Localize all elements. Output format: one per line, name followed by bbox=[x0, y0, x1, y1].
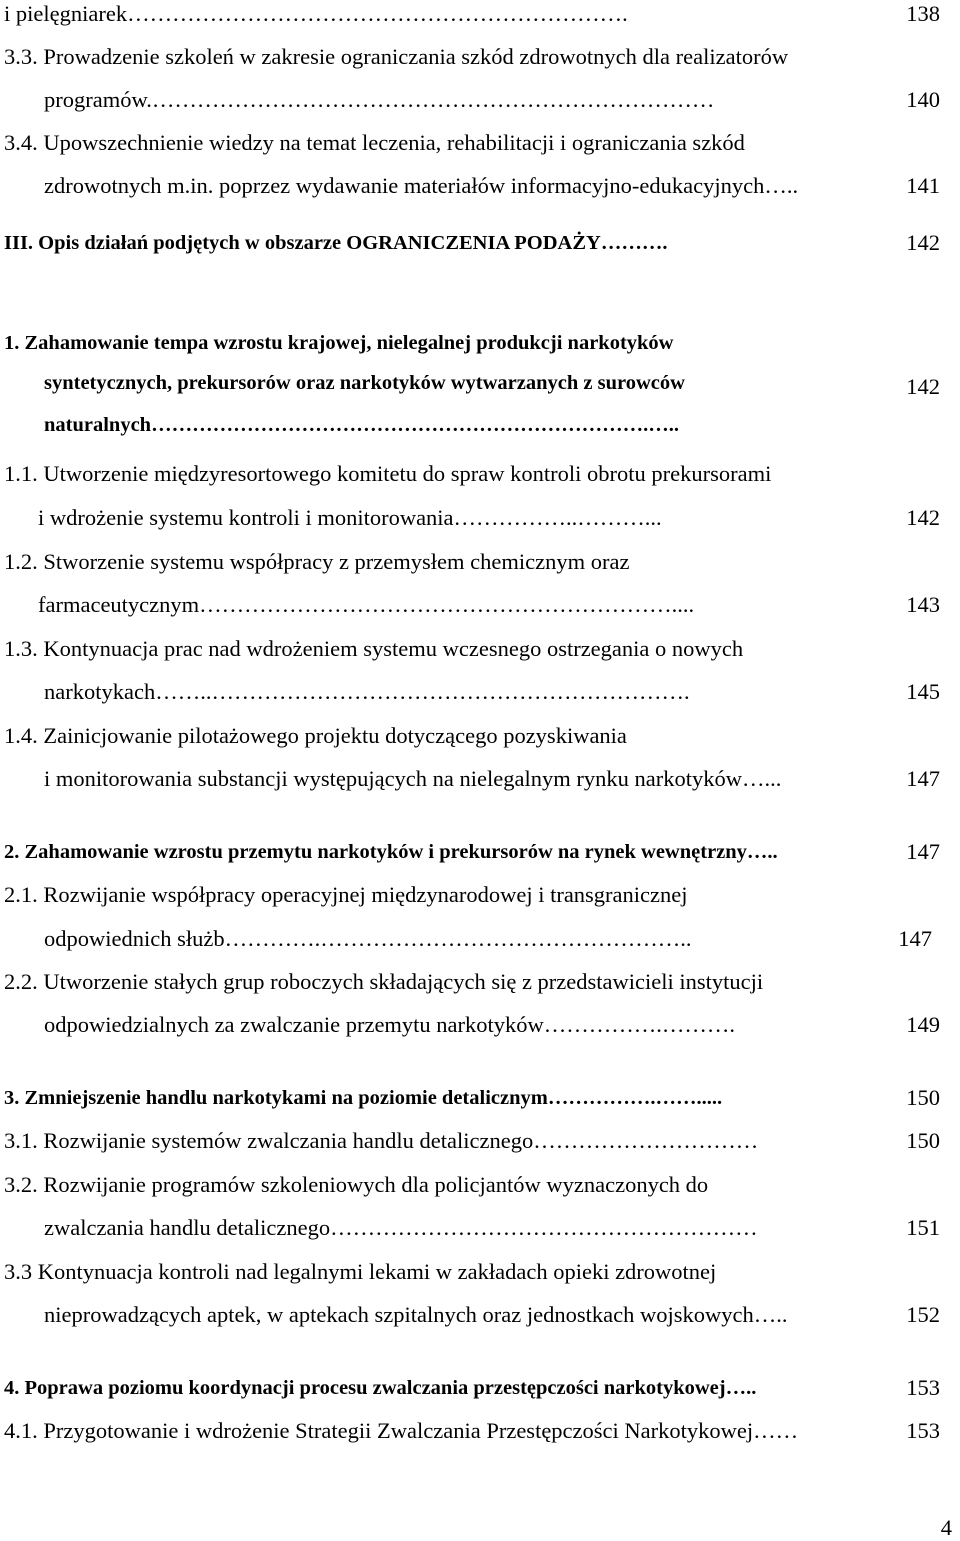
toc-line: odpowiedzialnych za zwalczanie przemytu narkotyków…………….………. bbox=[44, 1012, 736, 1037]
toc-line: 2. Zahamowanie wzrostu przemytu narkotyków i prekursorów na rynek wewnętrzny….. bbox=[4, 841, 778, 863]
toc-page-number: 145 bbox=[906, 679, 940, 704]
toc-line: nieprowadzących aptek, w aptekach szpitalnych oraz jednostkach wojskowych….. bbox=[44, 1302, 788, 1327]
toc-line: 3.3 Kontynuacja kontroli nad legalnymi lekami w zakładach opieki zdrowotnej bbox=[4, 1259, 717, 1284]
toc-page-number: 143 bbox=[906, 592, 940, 617]
toc-line: 1.4. Zainicjowanie pilotażowego projektu dotyczącego pozyskiwania bbox=[4, 723, 627, 748]
document-page-number: 4 bbox=[940, 1515, 952, 1540]
toc-page-number: 147 bbox=[906, 839, 940, 864]
toc-line: 3.1. Rozwijanie systemów zwalczania handlu detalicznego………………………… bbox=[4, 1128, 759, 1153]
toc-line: 2.1. Rozwijanie współpracy operacyjnej międzynarodowej i transgranicznej bbox=[4, 882, 688, 907]
toc-line: 3.2. Rozwijanie programów szkoleniowych dla policjantów wyznaczonych do bbox=[4, 1172, 709, 1197]
toc-line: 1.3. Kontynuacja prac nad wdrożeniem systemu wczesnego ostrzegania o nowych bbox=[4, 636, 744, 661]
toc-page-number: 142 bbox=[906, 374, 940, 399]
toc-page-number: 142 bbox=[906, 230, 940, 255]
toc-line: 3.4. Upowszechnienie wiedzy na temat leczenia, rehabilitacji i ograniczania szkód bbox=[4, 130, 745, 155]
toc-line: naturalnych……………………………………………………………….….. bbox=[44, 414, 679, 436]
toc-line: 1.2. Stworzenie systemu współpracy z przemysłem chemicznym oraz bbox=[4, 549, 630, 574]
toc-line: odpowiednich służb………….………………………………………….. bbox=[44, 926, 692, 951]
toc-page-number: 151 bbox=[906, 1215, 940, 1240]
toc-section-heading: III. Opis działań podjętych w obszarze OGRANICZENIA PODAŻY………. bbox=[4, 232, 668, 254]
toc-page-number: 138 bbox=[906, 1, 940, 26]
toc-line: 1. Zahamowanie tempa wzrostu krajowej, nielegalnej produkcji narkotyków bbox=[4, 332, 674, 354]
toc-line: 3.3. Prowadzenie szkoleń w zakresie ograniczania szkód zdrowotnych dla realizatorów bbox=[4, 44, 789, 69]
toc-page-number: 152 bbox=[906, 1302, 940, 1327]
toc-line: 4. Poprawa poziomu koordynacji procesu zwalczania przestępczości narkotykowej….. bbox=[4, 1377, 757, 1399]
toc-page-number: 153 bbox=[906, 1418, 940, 1443]
toc-line: i wdrożenie systemu kontroli i monitorowania……………..………... bbox=[38, 505, 662, 530]
toc-line: 1.1. Utworzenie międzyresortowego komitetu do spraw kontroli obrotu prekursorami bbox=[4, 461, 772, 486]
toc-line: 3. Zmniejszenie handlu narkotykami na poziomie detalicznym…………….……..... bbox=[4, 1087, 723, 1109]
toc-page-number: 147 bbox=[906, 766, 940, 791]
toc-page-number: 140 bbox=[906, 87, 940, 112]
toc-line: zdrowotnych m.in. poprzez wydawanie materiałów informacyjno-edukacyjnych….. bbox=[44, 173, 799, 198]
toc-page-number: 150 bbox=[906, 1085, 940, 1110]
toc-line: 2.2. Utworzenie stałych grup roboczych składających się z przedstawicieli instytucji bbox=[4, 969, 764, 994]
toc-page-number: 141 bbox=[906, 173, 940, 198]
toc-line: syntetycznych, prekursorów oraz narkotyków wytwarzanych z surowców bbox=[44, 372, 685, 394]
toc-page-number: 149 bbox=[906, 1012, 940, 1037]
toc-page-number: 153 bbox=[906, 1375, 940, 1400]
toc-line: i monitorowania substancji występujących na nielegalnym rynku narkotyków…... bbox=[44, 766, 782, 791]
toc-page-number: 147 bbox=[898, 926, 932, 951]
toc-page-number: 150 bbox=[906, 1128, 940, 1153]
toc-line: programów.………………………………………………………………… bbox=[44, 87, 715, 112]
toc-line: narkotykach……..………………………………………………………. bbox=[44, 679, 690, 704]
toc-page-number: 142 bbox=[906, 505, 940, 530]
toc-line: 4.1. Przygotowanie i wdrożenie Strategii Zwalczania Przestępczości Narkotykowej…… bbox=[4, 1418, 799, 1443]
toc-line: farmaceutycznym……………………………………………………….... bbox=[38, 592, 695, 617]
toc-line: zwalczania handlu detalicznego………………………………………………… bbox=[44, 1215, 758, 1240]
toc-line: i pielęgniarek…………………………………………………………. bbox=[4, 1, 628, 26]
